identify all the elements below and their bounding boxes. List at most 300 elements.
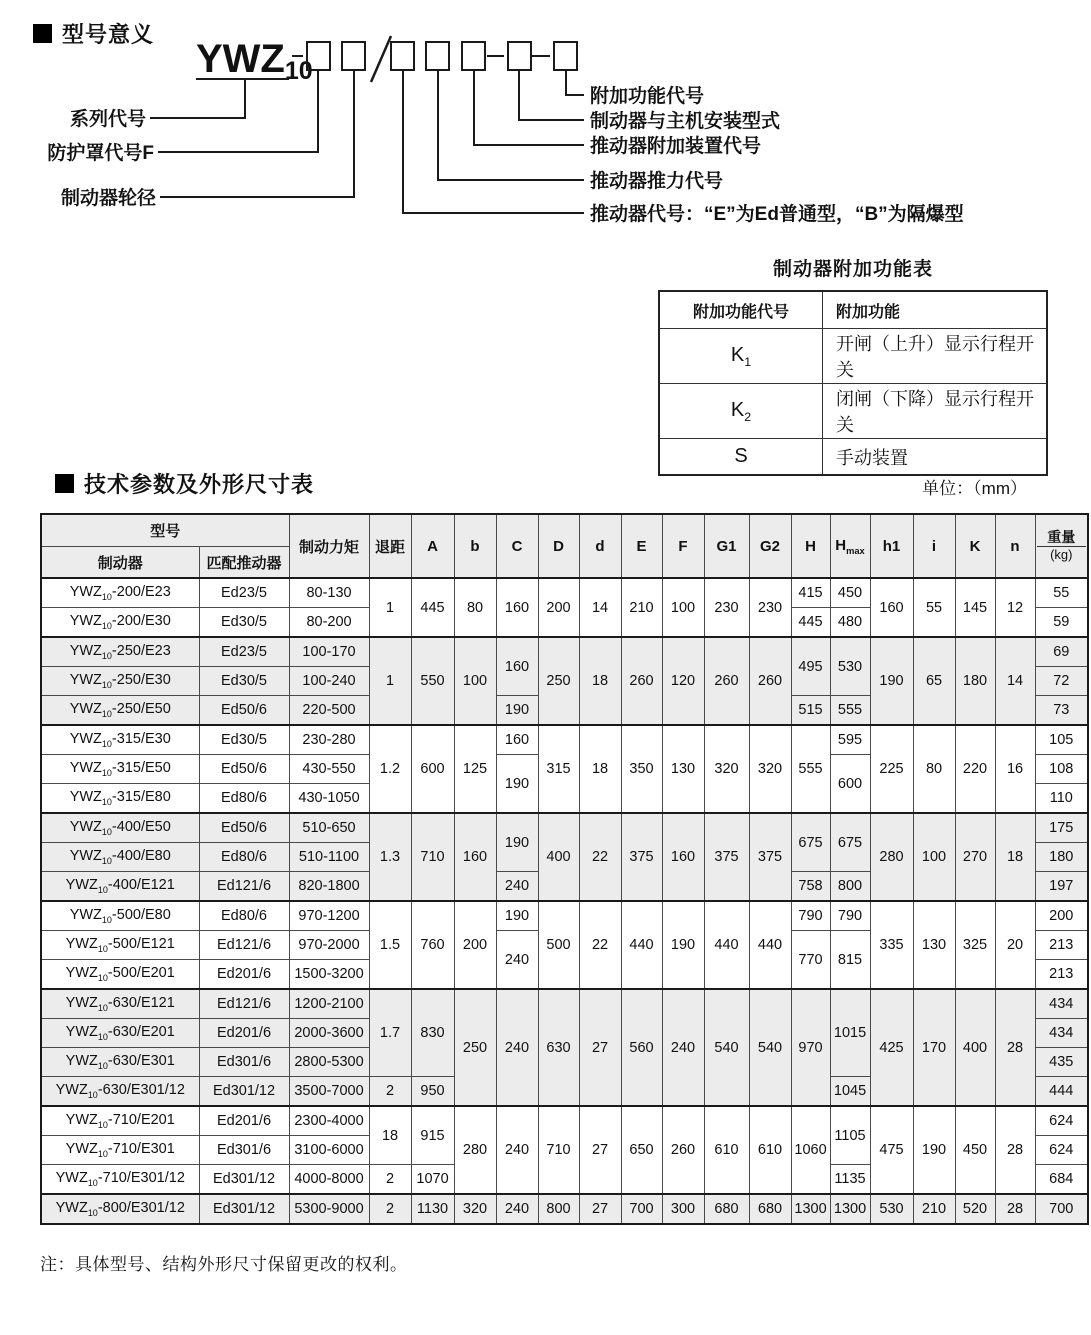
spec-value-cell: 675 [791, 813, 830, 872]
spec-value-cell: 160 [496, 725, 538, 755]
section-bullet-icon [55, 474, 74, 493]
spec-value-cell: 240 [496, 931, 538, 990]
spec-value-cell: 1 [369, 637, 411, 725]
spec-model-cell: $YWZ_{10}-500/E80$ [41, 901, 199, 931]
spec-value-cell: Ed30/5 [199, 667, 289, 696]
spec-value-cell: 240 [496, 1106, 538, 1194]
spec-value-cell: 1.3 [369, 813, 411, 901]
spec-value-cell: 2 [369, 1077, 411, 1107]
spec-value-cell: 325 [955, 901, 995, 989]
spec-model-cell: $YWZ_{10}-315/E80$ [41, 784, 199, 814]
spec-table-row [41, 1106, 1088, 1136]
spec-value-cell: 200 [454, 901, 496, 989]
spec-value-cell: Ed201/6 [199, 1106, 289, 1136]
spec-model-cell: $YWZ_{10}-315/E30$ [41, 725, 199, 755]
spec-value-cell: 790 [830, 901, 870, 931]
spec-header-col: d [579, 514, 621, 578]
spec-value-cell: 434 [1035, 989, 1088, 1019]
spec-value-cell: 375 [621, 813, 662, 901]
spec-value-cell: 595 [830, 725, 870, 755]
label-mounting-type: 制动器与主机安装型式 [590, 111, 781, 132]
spec-value-cell: 530 [830, 637, 870, 696]
spec-value-cell: 430-550 [289, 755, 369, 784]
spec-value-cell: 175 [1035, 813, 1088, 843]
spec-value-cell: 675 [830, 813, 870, 872]
spec-value-cell: 190 [496, 901, 538, 931]
slash-separator [371, 36, 391, 82]
spec-value-cell: 444 [1035, 1077, 1088, 1107]
spec-value-cell: 105 [1035, 725, 1088, 755]
spec-value-cell: Ed201/6 [199, 1019, 289, 1048]
spec-value-cell: 1105 [830, 1106, 870, 1165]
spec-value-cell: 190 [496, 755, 538, 814]
spec-value-cell: 800 [830, 872, 870, 902]
spec-value-cell: 200 [1035, 901, 1088, 931]
spec-value-cell: 4000-8000 [289, 1165, 369, 1195]
code-box-4 [426, 42, 449, 70]
spec-value-cell: 213 [1035, 960, 1088, 990]
spec-value-cell: 445 [791, 608, 830, 638]
spec-value-cell: 160 [662, 813, 704, 901]
spec-value-cell: 100-240 [289, 667, 369, 696]
connector-function [566, 70, 584, 95]
model-series-text: YWZ10 [196, 37, 313, 85]
function-table-row [659, 384, 1047, 439]
spec-value-cell: Ed23/5 [199, 637, 289, 667]
spec-value-cell: 270 [955, 813, 995, 901]
spec-value-cell: 440 [704, 901, 749, 989]
spec-model-cell: $YWZ_{10}-500/E121$ [41, 931, 199, 960]
spec-value-cell: 820-1800 [289, 872, 369, 902]
spec-value-cell: 915 [411, 1106, 454, 1165]
spec-value-cell: 160 [454, 813, 496, 901]
spec-value-cell: 73 [1035, 696, 1088, 726]
spec-value-cell: 600 [830, 755, 870, 814]
spec-value-cell: 28 [995, 1106, 1035, 1194]
spec-value-cell: 970 [791, 989, 830, 1106]
spec-value-cell: Ed80/6 [199, 784, 289, 814]
spec-value-cell: 480 [830, 608, 870, 638]
spec-header-col: i [913, 514, 955, 578]
spec-model-cell: $YWZ_{10}-500/E201$ [41, 960, 199, 990]
spec-value-cell: 830 [411, 989, 454, 1077]
spec-model-cell: $YWZ_{10}-200/E30$ [41, 608, 199, 638]
spec-value-cell: 22 [579, 901, 621, 989]
spec-value-cell: 600 [411, 725, 454, 813]
spec-value-cell: 100 [913, 813, 955, 901]
spec-value-cell: 630 [538, 989, 579, 1106]
spec-value-cell: 108 [1035, 755, 1088, 784]
spec-model-cell: $YWZ_{10}-315/E50$ [41, 755, 199, 784]
spec-header-weight: 重量 (kg) [1035, 514, 1088, 578]
spec-value-cell: 1135 [830, 1165, 870, 1195]
spec-value-cell: Ed301/6 [199, 1136, 289, 1165]
spec-value-cell: 684 [1035, 1165, 1088, 1195]
spec-value-cell: 710 [538, 1106, 579, 1194]
spec-header-col: G1 [704, 514, 749, 578]
spec-model-cell: $YWZ_{10}-400/E121$ [41, 872, 199, 902]
code-box-7 [554, 42, 577, 70]
code-box-5 [462, 42, 485, 70]
connector-attachment [474, 70, 584, 145]
spec-value-cell: 515 [791, 696, 830, 726]
spec-value-cell: 1045 [830, 1077, 870, 1107]
section2-title-wrap [40, 468, 314, 499]
code-box-3 [391, 42, 414, 70]
spec-value-cell: 230-280 [289, 725, 369, 755]
spec-value-cell: 610 [749, 1106, 791, 1194]
section2-title: 技术参数及外形尺寸表 [84, 472, 315, 497]
spec-model-cell: $YWZ_{10}-250/E50$ [41, 696, 199, 726]
spec-value-cell: Ed301/12 [199, 1165, 289, 1195]
spec-value-cell: Ed301/12 [199, 1194, 289, 1224]
spec-model-cell: $YWZ_{10}-400/E80$ [41, 843, 199, 872]
spec-header-col: n [995, 514, 1035, 578]
spec-value-cell: 555 [830, 696, 870, 726]
spec-value-cell: 197 [1035, 872, 1088, 902]
function-table-col-header: 附加功能 [823, 291, 1048, 329]
spec-value-cell: Ed301/6 [199, 1048, 289, 1077]
spec-model-cell: $YWZ_{10}-630/E301/12$ [41, 1077, 199, 1107]
spec-value-cell: 950 [411, 1077, 454, 1107]
spec-value-cell: 69 [1035, 637, 1088, 667]
label-series-code: 系列代号 [69, 109, 146, 130]
spec-value-cell: 130 [913, 901, 955, 989]
spec-value-cell: 700 [621, 1194, 662, 1224]
spec-value-cell: 800 [538, 1194, 579, 1224]
spec-value-cell: 440 [621, 901, 662, 989]
function-desc-cell: 开闸（上升）显示行程开关 [823, 329, 1048, 384]
spec-value-cell: 758 [791, 872, 830, 902]
spec-value-cell: 55 [913, 578, 955, 637]
spec-header-col: h1 [870, 514, 913, 578]
spec-value-cell: 2 [369, 1165, 411, 1195]
spec-header-col: H [791, 514, 830, 578]
spec-value-cell: 260 [662, 1106, 704, 1194]
spec-value-cell: 27 [579, 989, 621, 1106]
spec-value-cell: 1 [369, 578, 411, 637]
spec-value-cell: 80 [454, 578, 496, 637]
spec-value-cell: 160 [870, 578, 913, 637]
spec-value-cell: 18 [579, 637, 621, 725]
spec-value-cell: 160 [496, 578, 538, 637]
spec-value-cell: 1200-2100 [289, 989, 369, 1019]
spec-value-cell: 220-500 [289, 696, 369, 726]
spec-value-cell: 450 [955, 1106, 995, 1194]
section1-title: 型号意义 [62, 22, 155, 47]
spec-value-cell: Ed301/12 [199, 1077, 289, 1107]
spec-value-cell: 430-1050 [289, 784, 369, 814]
model-designation-diagram [0, 0, 1091, 245]
spec-value-cell: 210 [621, 578, 662, 637]
spec-table-row [41, 813, 1088, 843]
spec-header-col: A [411, 514, 454, 578]
spec-value-cell: 450 [830, 578, 870, 608]
spec-value-cell: 250 [538, 637, 579, 725]
spec-value-cell: 230 [704, 578, 749, 637]
spec-value-cell: 190 [662, 901, 704, 989]
function-table-title: 制动器附加功能表 [772, 259, 933, 280]
spec-value-cell: 624 [1035, 1136, 1088, 1165]
spec-value-cell: 1300 [830, 1194, 870, 1224]
spec-value-cell: 190 [870, 637, 913, 725]
spec-value-cell: 770 [791, 931, 830, 990]
spec-value-cell: 125 [454, 725, 496, 813]
spec-value-cell: 240 [496, 1194, 538, 1224]
spec-value-cell: 220 [955, 725, 995, 813]
label-wheel-diameter: 制动器轮径 [60, 188, 156, 209]
spec-value-cell: 320 [454, 1194, 496, 1224]
spec-model-cell: $YWZ_{10}-800/E301/12$ [41, 1194, 199, 1224]
spec-value-cell: 970-2000 [289, 931, 369, 960]
spec-value-cell: 970-1200 [289, 901, 369, 931]
spec-value-cell: 500 [538, 901, 579, 989]
function-table [658, 290, 1048, 476]
spec-value-cell: 200 [538, 578, 579, 637]
spec-value-cell: 680 [704, 1194, 749, 1224]
spec-value-cell: 240 [496, 872, 538, 902]
spec-value-cell: 100 [454, 637, 496, 725]
spec-model-cell: $YWZ_{10}-400/E50$ [41, 813, 199, 843]
spec-value-cell: 315 [538, 725, 579, 813]
spec-value-cell: 710 [411, 813, 454, 901]
spec-value-cell: 190 [913, 1106, 955, 1194]
spec-value-cell: 145 [955, 578, 995, 637]
spec-header-col: 退距 [369, 514, 411, 578]
spec-value-cell: Ed50/6 [199, 696, 289, 726]
spec-value-cell: Ed30/5 [199, 725, 289, 755]
spec-value-cell: 80 [913, 725, 955, 813]
spec-value-cell: 59 [1035, 608, 1088, 638]
spec-model-cell: $YWZ_{10}-200/E23$ [41, 578, 199, 608]
spec-value-cell: 400 [955, 989, 995, 1106]
spec-value-cell: 160 [496, 637, 538, 696]
spec-value-cell: 280 [870, 813, 913, 901]
spec-value-cell: 180 [1035, 843, 1088, 872]
spec-value-cell: 680 [749, 1194, 791, 1224]
spec-value-cell: 18 [369, 1106, 411, 1165]
spec-value-cell: 560 [621, 989, 662, 1106]
spec-table-row [41, 637, 1088, 667]
spec-value-cell: 1500-3200 [289, 960, 369, 990]
spec-value-cell: 1060 [791, 1106, 830, 1194]
spec-value-cell: 100-170 [289, 637, 369, 667]
spec-table-row [41, 1194, 1088, 1224]
spec-value-cell: 475 [870, 1106, 913, 1194]
spec-header-model: 型号 [41, 514, 289, 547]
spec-header-sub: 匹配推动器 [199, 547, 289, 579]
function-desc-cell: 手动装置 [823, 439, 1048, 476]
spec-value-cell: 260 [704, 637, 749, 725]
spec-header-col: F [662, 514, 704, 578]
spec-value-cell: 27 [579, 1194, 621, 1224]
spec-value-cell: 415 [791, 578, 830, 608]
spec-value-cell: 213 [1035, 931, 1088, 960]
spec-value-cell: Ed121/6 [199, 872, 289, 902]
spec-value-cell: Ed50/6 [199, 813, 289, 843]
spec-value-cell: 3500-7000 [289, 1077, 369, 1107]
spec-value-cell: 22 [579, 813, 621, 901]
spec-value-cell: 170 [913, 989, 955, 1106]
spec-value-cell: 16 [995, 725, 1035, 813]
spec-table [40, 513, 1089, 1225]
spec-value-cell: 280 [454, 1106, 496, 1194]
spec-value-cell: 240 [496, 989, 538, 1106]
spec-value-cell: 5300-9000 [289, 1194, 369, 1224]
spec-header-col: K [955, 514, 995, 578]
spec-value-cell: 1130 [411, 1194, 454, 1224]
spec-value-cell: Ed121/6 [199, 931, 289, 960]
spec-value-cell: 27 [579, 1106, 621, 1194]
connector-thruster-code [403, 70, 584, 213]
function-desc-cell: 闭闸（下降）显示行程开关 [823, 384, 1048, 439]
spec-value-cell: Ed23/5 [199, 578, 289, 608]
spec-value-cell: 230 [749, 578, 791, 637]
spec-value-cell: 1.2 [369, 725, 411, 813]
spec-value-cell: 120 [662, 637, 704, 725]
function-table-col-header: 附加功能代号 [659, 291, 823, 329]
spec-table-row [41, 578, 1088, 608]
spec-value-cell: Ed50/6 [199, 755, 289, 784]
spec-value-cell: 28 [995, 1194, 1035, 1224]
spec-header-sub: 制动器 [41, 547, 199, 579]
unit-label: 单位：（mm） [922, 479, 1027, 498]
spec-value-cell: 80-200 [289, 608, 369, 638]
spec-value-cell: 28 [995, 989, 1035, 1106]
spec-value-cell: 540 [749, 989, 791, 1106]
spec-value-cell: 190 [496, 696, 538, 726]
function-code-cell: $K_1$ [659, 329, 823, 384]
spec-model-cell: $YWZ_{10}-630/E201$ [41, 1019, 199, 1048]
spec-model-cell: $YWZ_{10}-630/E301$ [41, 1048, 199, 1077]
spec-value-cell: 550 [411, 637, 454, 725]
spec-value-cell: 320 [749, 725, 791, 813]
spec-value-cell: 540 [704, 989, 749, 1106]
spec-value-cell: 2300-4000 [289, 1106, 369, 1136]
spec-value-cell: 240 [662, 989, 704, 1106]
spec-value-cell: 12 [995, 578, 1035, 637]
spec-value-cell: 260 [749, 637, 791, 725]
spec-value-cell: 1300 [791, 1194, 830, 1224]
spec-value-cell: Ed201/6 [199, 960, 289, 990]
spec-value-cell: Ed121/6 [199, 989, 289, 1019]
spec-table-row [41, 989, 1088, 1019]
spec-value-cell: 18 [995, 813, 1035, 901]
connector-series [150, 80, 245, 118]
spec-value-cell: 1070 [411, 1165, 454, 1195]
function-table-row [659, 329, 1047, 384]
function-code-cell: $K_2$ [659, 384, 823, 439]
spec-value-cell: 14 [995, 637, 1035, 725]
spec-model-cell: $YWZ_{10}-710/E301$ [41, 1136, 199, 1165]
spec-value-cell: 520 [955, 1194, 995, 1224]
spec-value-cell: 130 [662, 725, 704, 813]
spec-header-col: G2 [749, 514, 791, 578]
spec-value-cell: 320 [704, 725, 749, 813]
spec-model-cell: $YWZ_{10}-250/E23$ [41, 637, 199, 667]
spec-value-cell: 555 [791, 725, 830, 813]
spec-value-cell: 190 [496, 813, 538, 872]
label-thrust-code: 推动器推力代号 [590, 171, 724, 192]
spec-value-cell: 435 [1035, 1048, 1088, 1077]
spec-value-cell: 530 [870, 1194, 913, 1224]
spec-header-col: b [454, 514, 496, 578]
label-function-code: 附加功能代号 [590, 86, 705, 107]
spec-value-cell: 350 [621, 725, 662, 813]
spec-value-cell: 225 [870, 725, 913, 813]
spec-value-cell: 260 [621, 637, 662, 725]
spec-value-cell: 375 [704, 813, 749, 901]
spec-value-cell: 72 [1035, 667, 1088, 696]
spec-value-cell: 180 [955, 637, 995, 725]
spec-value-cell: 790 [791, 901, 830, 931]
spec-value-cell: 650 [621, 1106, 662, 1194]
spec-value-cell: Ed80/6 [199, 843, 289, 872]
spec-value-cell: 210 [913, 1194, 955, 1224]
spec-header-col: 制动力矩 [289, 514, 369, 578]
spec-table-row [41, 725, 1088, 755]
spec-model-cell: $YWZ_{10}-250/E30$ [41, 667, 199, 696]
spec-value-cell: 18 [579, 725, 621, 813]
spec-value-cell: 760 [411, 901, 454, 989]
spec-header-col: D [538, 514, 579, 578]
spec-value-cell: 445 [411, 578, 454, 637]
spec-value-cell: Ed80/6 [199, 901, 289, 931]
spec-value-cell: 55 [1035, 578, 1088, 608]
spec-model-cell: $YWZ_{10}-710/E301/12$ [41, 1165, 199, 1195]
footer-note: 注：具体型号、结构外形尺寸保留更改的权利。 [40, 1255, 408, 1274]
spec-value-cell: 495 [791, 637, 830, 696]
spec-value-cell: 434 [1035, 1019, 1088, 1048]
label-thruster-attachment-code: 推动器附加装置代号 [590, 136, 762, 157]
spec-value-cell: 3100-6000 [289, 1136, 369, 1165]
label-cover-code: 防护罩代号F [47, 143, 154, 164]
spec-value-cell: 2000-3600 [289, 1019, 369, 1048]
spec-value-cell: 65 [913, 637, 955, 725]
connector-thrust [438, 70, 584, 180]
spec-value-cell: 1015 [830, 989, 870, 1077]
spec-value-cell: 624 [1035, 1106, 1088, 1136]
spec-model-cell: $YWZ_{10}-630/E121$ [41, 989, 199, 1019]
spec-value-cell: 1.5 [369, 901, 411, 989]
spec-value-cell: 100 [662, 578, 704, 637]
spec-value-cell: 110 [1035, 784, 1088, 814]
spec-value-cell: 20 [995, 901, 1035, 989]
spec-value-cell: 250 [454, 989, 496, 1106]
function-table-header-row [659, 291, 1047, 329]
spec-value-cell: 2 [369, 1194, 411, 1224]
spec-value-cell: Ed30/5 [199, 608, 289, 638]
spec-value-cell: 2800-5300 [289, 1048, 369, 1077]
spec-value-cell: 610 [704, 1106, 749, 1194]
spec-value-cell: 1.7 [369, 989, 411, 1077]
code-box-6 [508, 42, 531, 70]
spec-value-cell: 815 [830, 931, 870, 990]
spec-model-cell: $YWZ_{10}-710/E201$ [41, 1106, 199, 1136]
spec-value-cell: 80-130 [289, 578, 369, 608]
spec-value-cell: 425 [870, 989, 913, 1106]
spec-value-cell: 400 [538, 813, 579, 901]
section2-header [40, 468, 1087, 499]
spec-header-col: E [621, 514, 662, 578]
function-code-cell: S [659, 439, 823, 476]
spec-value-cell: 335 [870, 901, 913, 989]
spec-value-cell: 375 [749, 813, 791, 901]
spec-value-cell: 300 [662, 1194, 704, 1224]
label-thruster-code: 推动器代号：“E”为Ed普通型，“B”为隔爆型 [590, 204, 964, 225]
spec-value-cell: 14 [579, 578, 621, 637]
spec-value-cell: 700 [1035, 1194, 1088, 1224]
